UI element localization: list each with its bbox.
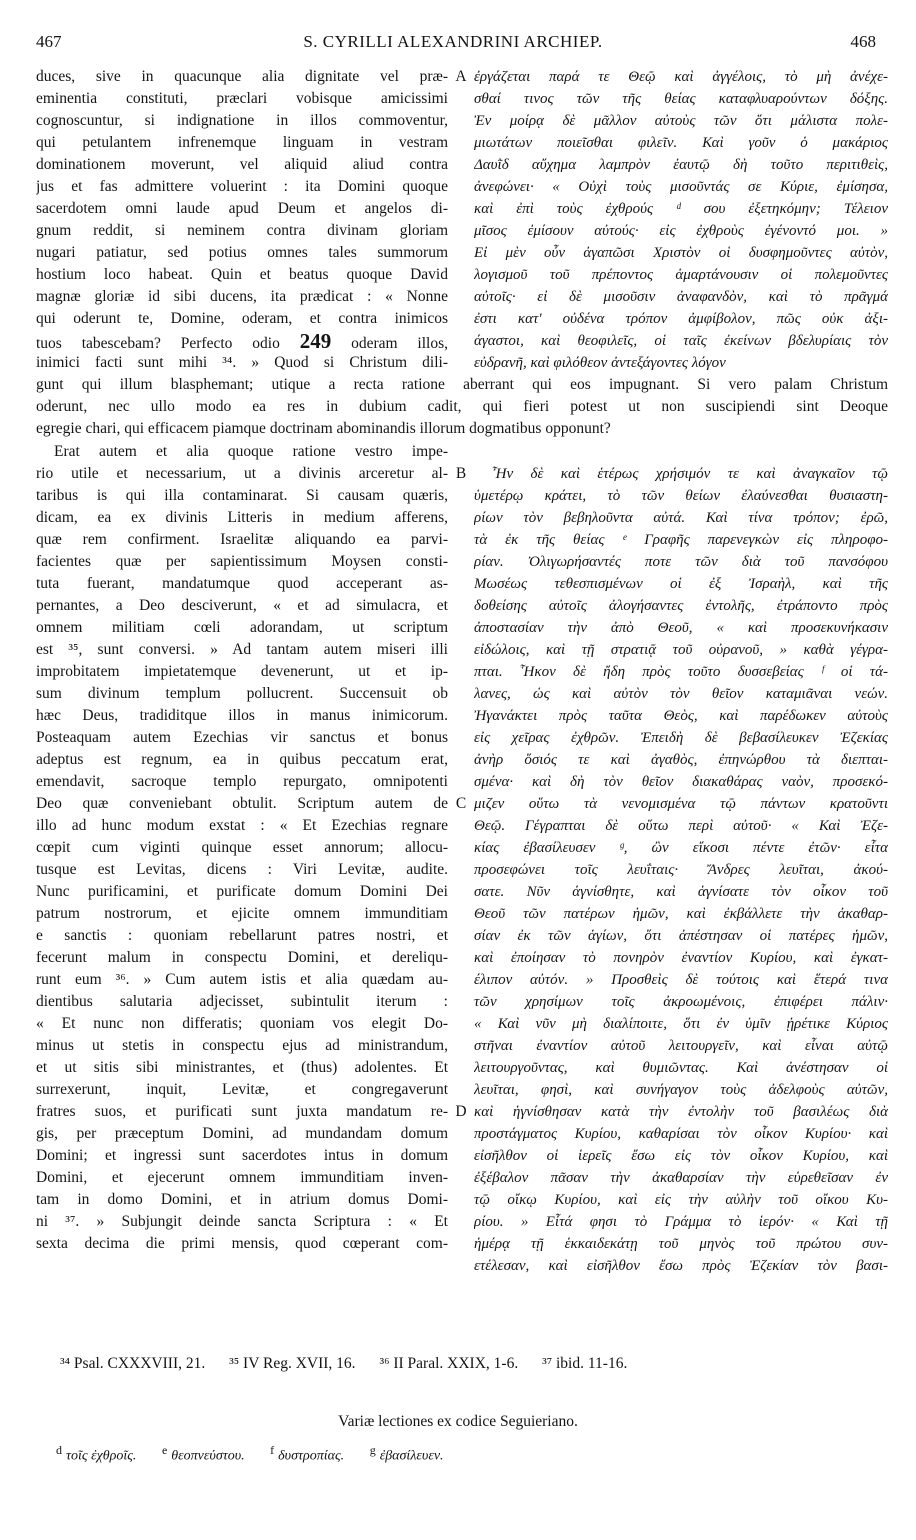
- latin-line: Nunc purificamini, et purificate domum Domini Dei: [36, 883, 448, 900]
- variant-readings: [56, 1443, 876, 1465]
- latin-line: sum divinum templum pollucrent. Succensuit ob: [36, 685, 448, 702]
- margin-marker-c: C: [455, 795, 467, 812]
- greek-line: τῷ οἴκῳ Κυρίου, καὶ εἰς τὴν αὐλὴν τοῦ οἴκου Κυ-: [474, 1192, 888, 1208]
- greek-line: μιωτάτων ποιεῖσθαι φιλεῖν. Καὶ γοῦν ὁ μακάριος: [474, 135, 888, 151]
- greek-line: ἡμέρᾳ τῇ ἑκκαιδεκάτῃ τοῦ μηνὸς τοῦ πρώτου συν-: [474, 1236, 888, 1252]
- greek-line: εὐδρανῆ, καὶ φιλόθεον ἀντεξάγοντες λόγον: [474, 355, 726, 371]
- latin-line: dicam, ea ex divinis Litteris in medium afferens,: [36, 509, 448, 526]
- latin-line: omnem militiam cœli adorandam, ut scriptum: [36, 619, 448, 636]
- greek-column-top: [474, 66, 888, 374]
- footnote: ³⁶ II Paral. XXIX, 1-6.: [379, 1355, 519, 1372]
- latin-line: Domini; et ingressi sunt sacerdotes intus in domum: [36, 1147, 448, 1164]
- right-page-number: 468: [850, 32, 876, 51]
- latin-line: hostium loco habeat. Quin et beatus quoque David: [36, 266, 448, 283]
- latin-line: fecerunt malum in conspectu Domini, et dereliqu-: [36, 949, 448, 966]
- greek-line: ἐστι κατ' οὐδένα τρόπον ἀμφίβολον, πῶς οὐκ ἀξι-: [474, 311, 888, 327]
- variant-reading: [370, 1443, 444, 1465]
- greek-line: καὶ ἐποίησαν τὸ πονηρὸν ἐναντίον Κυρίου, καὶ ἐγκατ-: [474, 950, 888, 966]
- greek-line: ἀνὴρ ὅσιός τε καὶ ἀγαθὸς, ἐπηνώρθου τὰ διεπται-: [474, 752, 888, 768]
- greek-line: ρίων τὸν βεβηλοῦντα αὐτά. Καὶ τίνα τρόπον; ἐρῶ,: [474, 510, 888, 526]
- latin-line: « Et nunc non differatis; quoniam vos elegit Do-: [36, 1015, 448, 1032]
- greek-line: στῆναι ἐναντίον αὐτοῦ λειτουργεῖν, καὶ εἶναι αὐτῷ: [474, 1038, 888, 1054]
- variant-siglum: f: [270, 1443, 275, 1457]
- latin-line: sexta decima die primi mensis, quod cœperant com-: [36, 1235, 448, 1252]
- greek-line: λογισμοῦ τοῦ πρέποντος ἁμαρτάνουσιν οἱ πολεμοῦντες: [474, 267, 888, 283]
- greek-line: λανες, ὡς καὶ αὐτὸν τὸν θεῖον καταμιᾶναι νεών.: [474, 686, 888, 702]
- latin-line: gis, per præceptum Domini, ad mundandam domum: [36, 1125, 448, 1142]
- latin-line: qui oderunt te, Domine, oderam, et contra inimicos: [36, 310, 448, 327]
- greek-line: έλιπον αὐτόν. » Προσθεὶς δὲ τούτοις καὶ ἕτερά τινα: [474, 972, 888, 988]
- footnote: ³⁵ IV Reg. XVII, 16.: [229, 1355, 356, 1372]
- greek-line: ρίαν. Ὀλιγωρήσαντές ποτε τῶν διὰ τοῦ πανσόφου: [474, 554, 888, 570]
- variant-siglum: d: [56, 1443, 62, 1457]
- latin-line: pernantes, a Deo desciverunt, « et ad simulacra, et: [36, 597, 448, 614]
- left-page-number: 467: [36, 32, 62, 51]
- latin-line: minus ut stetis in conspectu ejus ad ministrandum,: [36, 1037, 448, 1054]
- latin-line: egregie chari, qui efficacem piamque doctrinam abominandis illorum dogmatibus opponunt?: [36, 420, 611, 437]
- greek-line: μιζεν οὕτω τὰ νενομισμένα τῷ πάντων κρατοῦντι: [474, 796, 888, 812]
- greek-line: Θεοῦ τῶν πατέρων ἡμῶν, καὶ ἐκβάλλετε τὴν ἀκαθαρ-: [474, 906, 888, 922]
- variant-text: δυστροπίας.: [278, 1448, 345, 1464]
- latin-line: Erat autem et alia quoque ratione vestro impe-: [54, 443, 448, 460]
- latin-line: Posteaquam autem Ezechias vir sanctus et bonus: [36, 729, 448, 746]
- greek-line: εἰς χεῖρας ἐχθρῶν. Ἐπειδὴ δὲ βεβασίλευκεν Ἐζεκίας: [474, 730, 888, 746]
- greek-line: τῶν χρησίμων τοῖς ἀκροωμένοις, ἐπιφέρει πάλιν·: [474, 994, 888, 1010]
- latin-line: quæ rem confirment. Israelitæ aliquando ea parvi-: [36, 531, 448, 548]
- greek-line: ἐργάζεται παρά τε Θεῷ καὶ ἀγγέλοις, τὸ μὴ ἀνέχε-: [474, 69, 888, 85]
- latin-line: sacerdotem omni laude apud Deum et angelos di-: [36, 200, 448, 217]
- margin-marker-d: D: [455, 1103, 467, 1120]
- greek-line: αὐτοῖς· εἰ δὲ μισοῦσιν ἀναφανδὸν, καὶ τὸ πρᾶγμά: [474, 289, 888, 305]
- footnote: ³⁴ Psal. CXXXVIII, 21.: [60, 1355, 206, 1372]
- greek-line: σθαί τινος τῶν τῆς θείας καταφλυαρούντων δόξης.: [474, 91, 888, 107]
- greek-line: ετέλεσαν, καὶ εἰσῆλθον ἔσω πρὸς Ἐζεκίαν τὸν βασι-: [474, 1258, 888, 1274]
- latin-line: qui petulantem infrenemque linguam in vestram: [36, 134, 448, 151]
- greek-line: ρίου. » Εἶτά φησι τὸ Γράμμα τὸ ἱερόν· « Καὶ τῇ: [474, 1214, 888, 1230]
- latin-line: emendavit, sacroque templo repurgato, omnipotenti: [36, 773, 448, 790]
- latin-line: gnum reddit, si neminem contra divinam gloriam: [36, 222, 448, 239]
- greek-line: σίαν ἐκ τῶν ἁγίων, ὅτι ἀπέστησαν οἱ πατέρες ἡμῶν,: [474, 928, 888, 944]
- latin-line: cœpit cum viginti quinque esset annorum; allocu-: [36, 839, 448, 856]
- latin-line: ni ³⁷. » Subjungit deinde sancta Scriptura : « Et: [36, 1213, 448, 1230]
- latin-line-with-column-number: [36, 330, 448, 352]
- latin-line: jus et fas admittere voluerint : ita Domini quoque: [36, 178, 448, 195]
- variant-text: θεοπνεύστου.: [171, 1448, 245, 1464]
- greek-line: ἀνεφώνει· « Οὐχὶ τοὺς μισοῦντάς σε Κύριε, ἐμίσησα,: [474, 179, 888, 195]
- variant-siglum: g: [369, 1443, 376, 1457]
- latin-column-bottom: [36, 441, 448, 1255]
- latin-line: hæc Deus, tradiditque illos in manus inimicorum.: [36, 707, 448, 724]
- greek-line: ἀποστασίαν τὴν ἀπὸ Θεοῦ, « καὶ προσεκυνήκασιν: [474, 620, 888, 636]
- greek-line: Μωσέως τεθεσπισμένων οἱ ἐξ Ἰσραὴλ, καὶ τῆς: [474, 576, 888, 592]
- variant-readings-heading: Variæ lectiones ex codice Seguieriano.: [338, 1413, 578, 1430]
- variant-siglum: e: [161, 1443, 168, 1457]
- latin-line: facientes quæ per sapientissimum Moysen consti-: [36, 553, 448, 570]
- latin-line: tusque est Levitas, dicens : Viri Levitæ, audite.: [36, 861, 448, 878]
- running-title: S. CYRILLI ALEXANDRINI ARCHIEP.: [303, 32, 603, 51]
- greek-line: προστάγματος Κυρίου, καθαρίσαι τὸν οἶκον Κυρίου· καὶ: [474, 1126, 888, 1142]
- latin-line: Deo quæ conveniebant obtulit. Scriptum autem de: [36, 795, 448, 812]
- greek-line: εἰσῆλθον οἱ ἱερεῖς ἔσω εἰς τὸν οἶκον Κυρίου, καὶ: [474, 1148, 888, 1164]
- latin-full-width: [36, 374, 888, 440]
- greek-line: τὰ ἐκ τῆς θείας ᵉ Γραφῆς παρενεγκὼν εἰς πληροφο-: [474, 532, 888, 548]
- greek-line: ὑμετέρῳ κράτει, τὸ τῶν θείων ἐλαύνεσθαι θυσιαστη-: [474, 488, 888, 504]
- variant-text: ἐβασίλευεν.: [379, 1448, 444, 1464]
- latin-line: inimici facti sunt mihi ³⁴. » Quod si Christum dili-: [36, 354, 448, 371]
- margin-marker-b: B: [455, 465, 467, 482]
- greek-line: μῖσος ἐμίσουν αὐτούς· εἰς ἐχθροὺς ἐγένοντό μοι. »: [474, 223, 888, 239]
- greek-line: ἐξέβαλον πᾶσαν τὴν ἀκαθαρσίαν τὴν εὑρεθεῖσαν ἐν: [474, 1170, 888, 1186]
- latin-line: magnæ gloriæ id sibi ducens, ita prædicat : « Nonne: [36, 288, 448, 305]
- greek-line: καὶ ἐπὶ τοὺς ἐχθρούς ᵈ σου ἐξετηκόμην; Τέλειον: [474, 201, 888, 217]
- variant-reading: [162, 1443, 245, 1465]
- greek-line: προσεφώνει τοῖς λευΐταις· Ἄνδρες λευῖται, ἀκού-: [474, 862, 888, 878]
- margin-marker-a: A: [455, 68, 467, 85]
- latin-line: et ut sitis sibi ministrantes, et (thus) adolentes. Et: [36, 1059, 448, 1076]
- column-number: 249: [299, 330, 332, 352]
- latin-line: nugari patiatur, sed potius omnes tales summorum: [36, 244, 448, 261]
- greek-line: λευῖται, φησὶ, καὶ συνήγαγον τοὺς ἀδελφοὺς αὐτῶν,: [474, 1082, 888, 1098]
- greek-line: Εἰ μὲν οὖν ἀγαπῶσι Χριστὸν οἱ δυσφημοῦντες αὐτὸν,: [474, 245, 888, 261]
- greek-line: πται. Ἧκον δὲ ἤδη πρὸς τοῦτο δυσσεβείας ᶠ οἱ τά-: [474, 664, 888, 680]
- latin-line: cognoscuntur, si indignatione in illos commoventur,: [36, 112, 448, 129]
- greek-line: λειτουργοῦντας, καὶ θυμιῶντας. Καὶ ἀνέστησαν οἱ: [474, 1060, 888, 1076]
- latin-line: patrum nostrorum, et ejicite omnem immunditiam: [36, 905, 448, 922]
- latin-line: runt eum ³⁶. » Cum autem istis et alia quædam au-: [36, 971, 448, 988]
- greek-line: εἰδώλοις, καὶ τῇ στρατιᾷ τοῦ οὐρανοῦ, » καθὰ γέγρα-: [474, 642, 888, 658]
- greek-line: σμένα· καὶ δὴ τὸν θεῖον διακαθάρας ναὸν, προσεκό-: [474, 774, 888, 790]
- greek-line: Ἐν μοίρᾳ δὲ μᾶλλον αὐτοὺς τῶν ὅτι μάλιστα πολε-: [474, 113, 888, 129]
- latin-line: illo ad hunc modum exstat : « Et Ezechias regnare: [36, 817, 448, 834]
- greek-line: δοθείσης αὐτοῖς ἀλογήσαντες ἐντολῆς, ἐτράποντο πρὸς: [474, 598, 888, 614]
- latin-column-top: [36, 66, 448, 374]
- footnotes: [60, 1355, 860, 1373]
- latin-line: est ³⁵, sunt conversi. » Ad tantam autem miseri illi: [36, 641, 448, 658]
- greek-line: Ἦν δὲ καὶ ἑτέρως χρήσιμόν τε καὶ ἀναγκαῖον τῷ: [492, 466, 888, 482]
- greek-column-bottom: [474, 463, 888, 1277]
- latin-line-tail: oderam illos,: [351, 335, 448, 352]
- greek-line: κίας ἐβασίλευσεν ᵍ, ὢν εἴκοσι πέντε ἐτῶν· εἶτα: [474, 840, 888, 856]
- latin-line: dominationem moverunt, vel aliquid aliud contra: [36, 156, 448, 173]
- greek-line: άγαστοι, καὶ θεοφιλεῖς, οἱ ταῖς ἐκείνων βδελυρίαις τὸν: [474, 333, 888, 349]
- latin-line: duces, sive in quacunque alia dignitate vel præ-: [36, 68, 448, 85]
- latin-line: fratres suos, et purificati sunt juxta mandatum re-: [36, 1103, 448, 1120]
- latin-line: tuta fuerant, mandatumque quod acceperant as-: [36, 575, 448, 592]
- latin-line: dientibus salutaria adjecisset, subintulit iterum :: [36, 993, 448, 1010]
- latin-line: adeptus est regnum, ea in quibus peccatum erat,: [36, 751, 448, 768]
- latin-line: rio utile et necessarium, ut a divinis arceretur al-: [36, 465, 448, 482]
- latin-line: gunt qui illum blasphemant; utique a recta ratione aberrant qui eos impugnant. Si vero palam Christum: [36, 376, 888, 393]
- latin-line: tam in domo Domini, et in atrium domus Domi-: [36, 1191, 448, 1208]
- latin-line: oderunt, nec ullo modo ea res in dubium cadit, qui fieri potest ut non suscipiendi sint Deoque: [36, 398, 888, 415]
- variant-reading: [56, 1443, 136, 1465]
- footnote: ³⁷ ibid. 11-16.: [542, 1355, 628, 1372]
- variant-text: τοῖς ἐχθροῖς.: [66, 1448, 137, 1464]
- greek-line: σατε. Νῦν ἁγνίσθητε, καὶ ἁγνίσατε τὸν οἶκον τοῦ: [474, 884, 888, 900]
- greek-line: Θεῷ. Γέγραπται δὲ οὕτω περὶ αὐτοῦ· « Καὶ Ἐζε-: [474, 818, 888, 834]
- greek-line: « Καὶ νῦν μὴ διαλίποιτε, ὅτι ἐν ὑμῖν ᾑρέτικε Κύριος: [474, 1016, 888, 1032]
- latin-line: improbitatem impietatemque devenerunt, ut et ip-: [36, 663, 448, 680]
- latin-line: surrexerunt, inquit, Levitæ, et congregaverunt: [36, 1081, 448, 1098]
- greek-line: καὶ ἡγνίσθησαν κατὰ τὴν ἐντολὴν τοῦ βασιλέως διὰ: [474, 1104, 888, 1120]
- greek-line: Ἠγανάκτει πρὸς ταῦτα Θεὸς, καὶ παρέδωκεν αὐτοὺς: [474, 708, 888, 724]
- latin-line-text: tuos tabescebam? Perfecto odio: [36, 335, 280, 352]
- latin-line: eminentia constituti, præclari vobisque amicissimi: [36, 90, 448, 107]
- page-header: [30, 32, 876, 58]
- variant-reading: [270, 1443, 344, 1465]
- latin-line: e sanctis : quoniam rebellarunt patres nostri, et: [36, 927, 448, 944]
- greek-line: Δαυῒδ αὔχημα λαμπρὸν ἑαυτῷ δὴ τοῦτο περιτιθεὶς,: [474, 157, 888, 173]
- latin-line: taribus is qui illa contaminarat. Si causam quæris,: [36, 487, 448, 504]
- latin-line: Domini, et ejecerunt omnem immunditiam inven-: [36, 1169, 448, 1186]
